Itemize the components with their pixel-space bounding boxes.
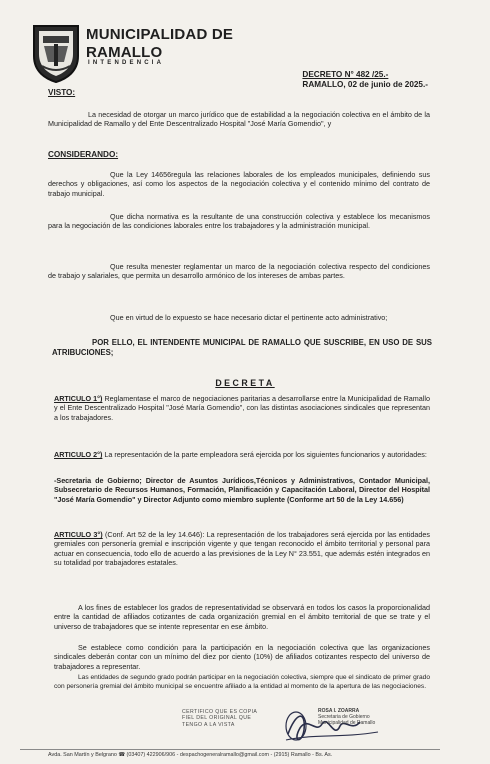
certification-stamp xyxy=(182,709,257,728)
municipality-name xyxy=(86,26,233,62)
considerando-paragraph-4: Que en virtud de lo expuesto se hace necesario dictar el pertinente acto administrativo; xyxy=(110,313,388,322)
considerando-heading: CONSIDERANDO: xyxy=(48,150,119,159)
resolution-statement: POR ELLO, EL INTENDENTE MUNICIPAL DE RAMALLO QUE SUSCRIBE, EN USO DE SUS ATRIBUCIONES; xyxy=(52,338,432,357)
article-3-paragraph-a: A los fines de establecer los grados de representatividad se observará en todos los casos la proporcionalidad entre la cantidad de afiliados cotizantes de cada organización gremial en el ámbito territorial de que se trate y el universo de trabajadores que se intente representar en ese ámbito. xyxy=(54,603,430,631)
visto-heading: VISTO: xyxy=(48,88,76,97)
intendencia-label: INTENDENCIA xyxy=(88,60,165,66)
article-2 xyxy=(54,450,430,459)
signature-name: ROSA I. ZOARRA xyxy=(318,708,360,714)
article-2-text: La representación de la parte empleadora será ejercida por los siguientes funcionarios y autoridades: xyxy=(104,450,427,459)
considerando-paragraph-1: Que la Ley 14656regula las relaciones laborales de los empleados municipales, definiendo sus derechos y obligaciones, así como los aspectos de la negociación colectiva y el contenido mínimo del contrato de trabajo municipal. xyxy=(48,170,430,198)
considerando-paragraph-3: Que resulta menester reglamentar un marco de la negociación colectiva respecto del condiciones de trabajo y salariales, que permita un desarrollo armónico de los intereses de ambas partes. xyxy=(48,262,430,281)
article-2-label: ARTICULO 2°) xyxy=(54,450,103,459)
decreta-heading: DECRETA xyxy=(215,378,275,388)
municipal-shield-logo xyxy=(30,22,82,84)
stamp-line-1: CERTIFICO QUE ES COPIA xyxy=(182,709,258,715)
article-1-text: Reglamentase el marco de negociaciones paritarias a desarrollarse entre la Municipalidad de Ramallo y el Ente Descentralizado Hospital "José María Gomendio", con las distintas asociaciones sindicales que representan a los trabajadores. xyxy=(54,394,430,422)
decree-header xyxy=(302,70,428,90)
stamp-line-3: TENGO A LA VISTA xyxy=(182,721,235,728)
article-3 xyxy=(54,530,430,568)
decree-date: RAMALLO, 02 de junio de 2025.- xyxy=(302,80,428,89)
municipality-name-line2: RAMALLO xyxy=(86,44,163,61)
article-1 xyxy=(54,394,430,422)
considerando-paragraph-2: Que dicha normativa es la resultante de una construcción colectiva y establece los mecanismos para la negociación de las condiciones laborales entre los trabajadores y la administración municipal. xyxy=(48,212,430,231)
visto-text: La necesidad de otorgar un marco jurídico que de estabilidad a la negociación colectiva en el ámbito de la Municipalidad de Ramallo y del Ente Descentralizado Hospital "José María Gomendio", y xyxy=(48,110,430,129)
stamp-line-2: FIEL DEL ORIGINAL QUE xyxy=(182,715,252,722)
signature-block xyxy=(318,708,375,727)
article-1-label: ARTICULO 1°) xyxy=(54,394,103,403)
article-3-paragraph-c: Las entidades de segundo grado podrán participar en la negociación colectiva, siempre que el sindicato de primer grado con personería gremial del ámbito municipal se encuentre afiliado a la entidad al momento de la apertura de las negociaciones. xyxy=(54,674,430,690)
municipality-name-line1: MUNICIPALIDAD DE xyxy=(86,26,234,43)
decree-number: DECRETO N° 482 /25.- xyxy=(302,70,389,79)
article-3-text: (Conf. Art 52 de la ley 14.646): La representación de los trabajadores será ejercida por las entidades gremiales con personería gremial e inscripción vigente y que tengan reconocido el ámbito territorial y personal para actuar en consecuencia, todo ello de acuerdo a las previsiones de la Ley N° 23.551, que además estén integrados en su totalidad por trabajadores estatales. xyxy=(54,530,430,568)
article-3-paragraph-b: Se establece como condición para la participación en la negociación colectiva que las organizaciones sindicales deberán contar con un mínimo del diez por ciento (10%) de afiliados cotizantes respecto del universo de trabajadores a representar. xyxy=(54,643,430,671)
signature-institution: Municipalidad de Ramallo xyxy=(318,720,376,727)
footer-contact: Avda. San Martín y Belgrano ☎ (03407) 422906/906 - despachogeneralramallo@gmail.com - (2915) Ramallo - Bs. As. xyxy=(48,752,333,758)
article-2-list: -Secretaria de Gobierno; Director de Asuntos Jurídicos,Técnicos y Administrativos, Contador Municipal, Subsecretario de Recursos Humanos, Formación, Planificación y Capacitación Laboral, Director del Hospital "José María Gomendio" y Director Adjunto como miembro suplente (Conforme art 50 de la Ley 14.656) xyxy=(54,476,430,504)
footer-divider xyxy=(20,749,440,750)
article-3-label: ARTICULO 3°) xyxy=(54,530,103,539)
signature-role: Secretaria de Gobierno xyxy=(318,714,370,721)
